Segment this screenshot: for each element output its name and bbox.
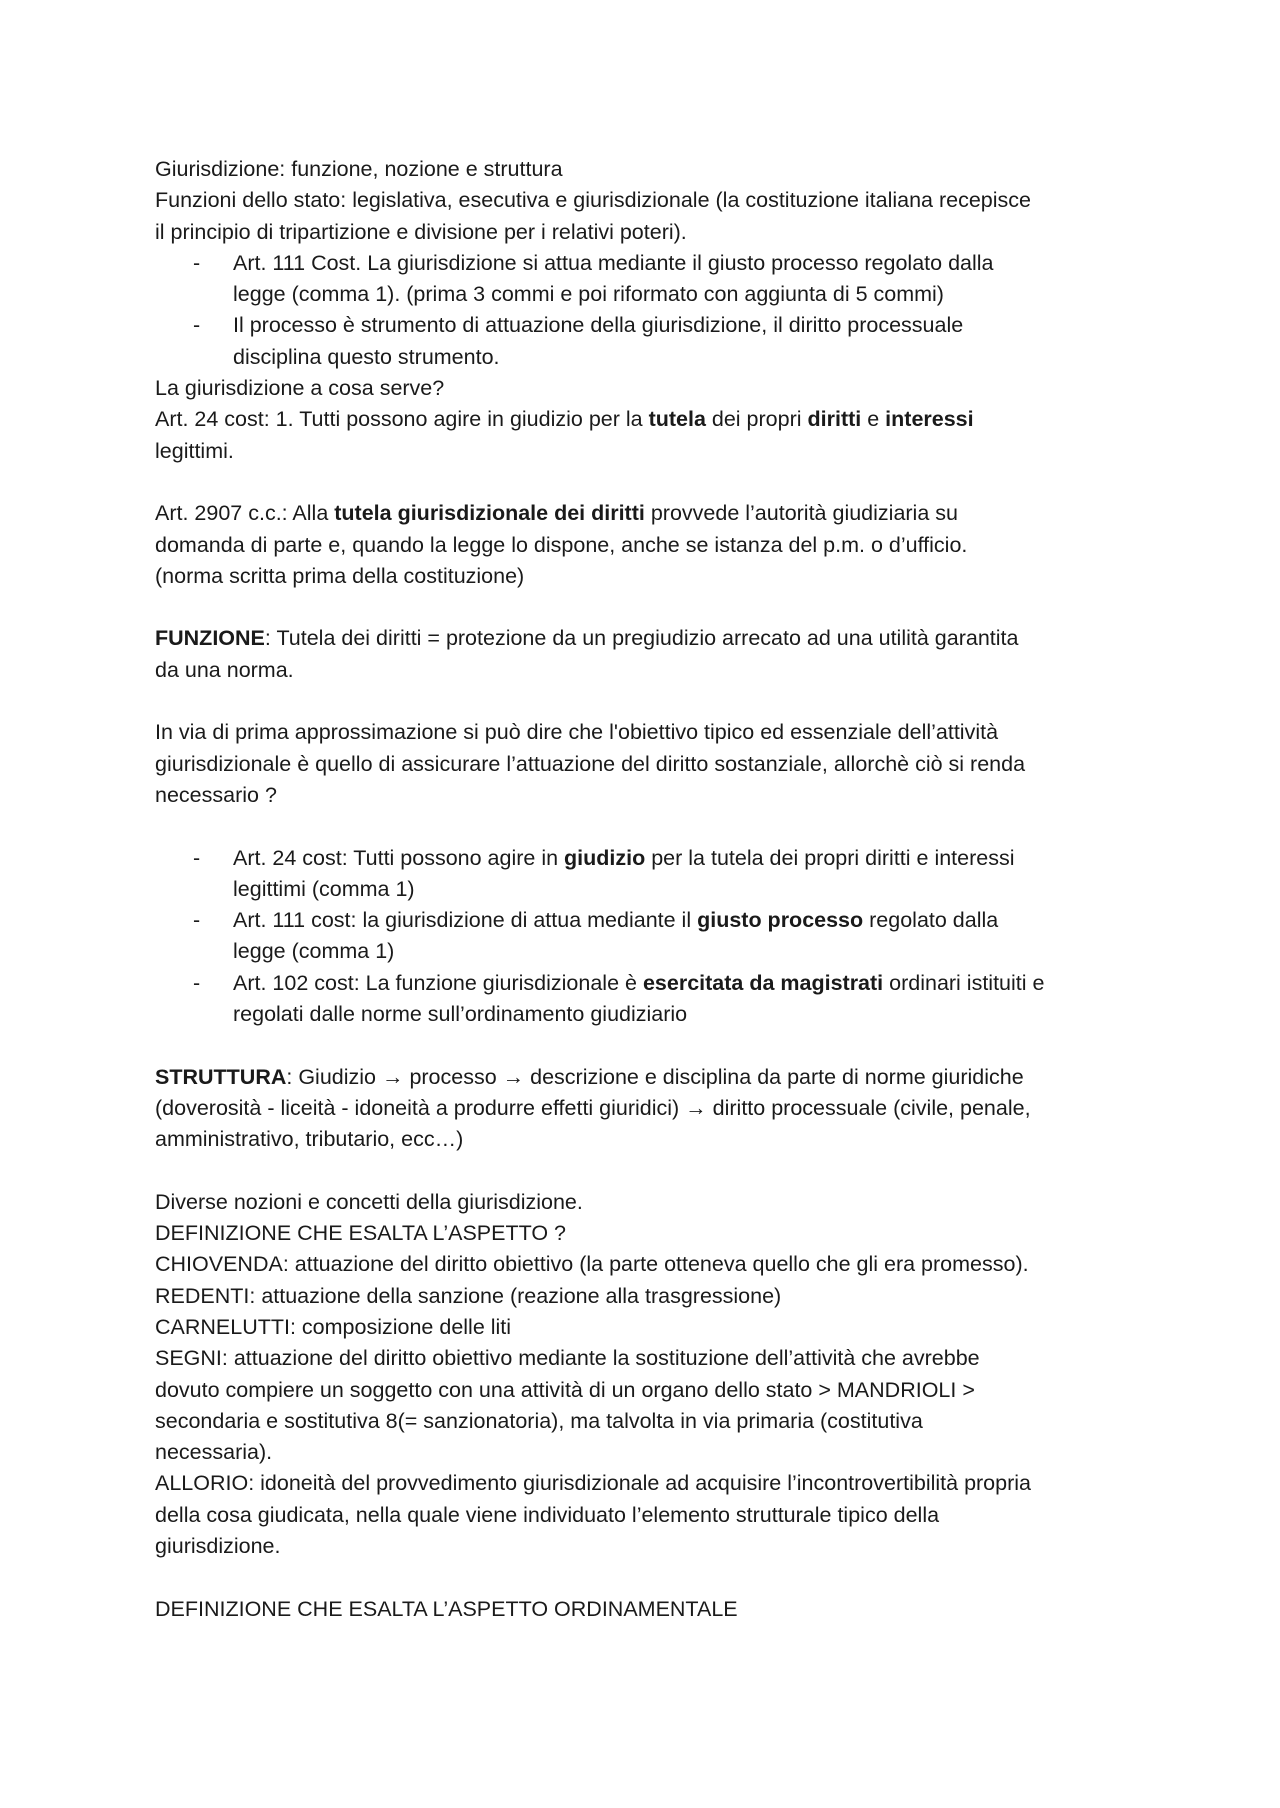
text-line <box>155 561 1135 592</box>
text-line <box>155 154 1135 185</box>
text-run: (doverosità - liceità - idoneità a produrre effetti giuridici) → diritto processuale (civile, penale, <box>155 1095 1031 1120</box>
paragraph <box>155 1281 1135 1312</box>
paragraph <box>155 498 1135 592</box>
text-run: La giurisdizione a cosa serve? <box>155 376 445 401</box>
paragraph <box>155 185 1135 248</box>
bold-text: diritti <box>807 407 862 432</box>
paragraph <box>155 1594 1135 1625</box>
paragraph <box>155 1343 1135 1468</box>
text-line <box>155 1124 1135 1155</box>
bullet-item <box>155 310 1135 373</box>
bold-text: tutela <box>648 407 706 432</box>
text-line <box>155 1218 1135 1249</box>
text-run: provvede l’autorità giudiziaria su <box>644 501 958 526</box>
text-run: Il processo è strumento di attuazione della giurisdizione, il diritto processuale <box>233 313 964 338</box>
text-run: Art. 102 cost: La funzione giurisdizionale è <box>233 970 643 995</box>
text-run: legittimi. <box>155 438 234 463</box>
text-line <box>155 404 1135 435</box>
text-line <box>155 373 1135 404</box>
paragraph <box>155 1062 1135 1156</box>
text-line <box>155 623 1135 654</box>
text-run: Art. 24 cost: Tutti possono agire in <box>233 845 565 870</box>
text-line <box>155 217 1135 248</box>
text-run: In via di prima approssimazione si può dire che l'obiettivo tipico ed essenziale dell’attività <box>155 720 999 745</box>
text-line <box>155 185 1135 216</box>
bullet-item <box>155 248 1135 311</box>
text-run: Art. 111 cost: la giurisdizione di attua mediante il <box>233 908 698 933</box>
text-run: necessaria). <box>155 1440 273 1465</box>
text-line <box>155 1437 1135 1468</box>
text-line <box>155 1500 1135 1531</box>
blank-line <box>155 1030 1135 1061</box>
blank-line <box>155 686 1135 717</box>
dash-bullet-icon: - <box>193 970 201 995</box>
text-line <box>233 905 1135 936</box>
text-line <box>155 1468 1135 1499</box>
text-run: il principio di tripartizione e divisione per i relativi poteri). <box>155 219 687 244</box>
dash-bullet-icon: - <box>193 908 201 933</box>
text-run: ordinari istituiti e <box>883 970 1045 995</box>
text-line <box>155 1249 1135 1280</box>
text-run: domanda di parte e, quando la legge lo dispone, anche se istanza del p.m. o d’ufficio. <box>155 532 968 557</box>
text-line <box>233 342 1135 373</box>
bold-text: giusto processo <box>697 908 864 933</box>
text-line <box>155 530 1135 561</box>
text-line <box>155 1375 1135 1406</box>
text-line <box>155 498 1135 529</box>
text-run: Funzioni dello stato: legislativa, esecutiva e giurisdizionale (la costituzione italiana recepisce <box>155 188 1031 213</box>
text-line <box>155 1343 1135 1374</box>
text-run: dovuto compiere un soggetto con una attività di un organo dello stato > MANDRIOLI > <box>155 1377 975 1402</box>
bullet-item <box>155 968 1135 1031</box>
text-run: legge (comma 1). (prima 3 commi e poi riformato con aggiunta di 5 commi) <box>233 282 944 307</box>
text-run: DEFINIZIONE CHE ESALTA L’ASPETTO ORDINAMENTALE <box>155 1596 738 1621</box>
bullet-item <box>155 905 1135 968</box>
text-line <box>233 843 1135 874</box>
paragraph <box>155 404 1135 467</box>
text-run: amministrativo, tributario, ecc…) <box>155 1127 464 1152</box>
text-line <box>155 717 1135 748</box>
text-line <box>155 1093 1135 1124</box>
text-run: SEGNI: attuazione del diritto obiettivo mediante la sostituzione dell’attività che avrebbe <box>155 1346 980 1371</box>
paragraph <box>155 623 1135 686</box>
text-run: : Giudizio → processo → descrizione e disciplina da parte di norme giuridiche <box>286 1064 1024 1089</box>
paragraph <box>155 1249 1135 1280</box>
paragraph <box>155 717 1135 811</box>
blank-line <box>155 811 1135 842</box>
text-run: CHIOVENDA: attuazione del diritto obiettivo (la parte otteneva quello che gli era promesso). <box>155 1252 1029 1277</box>
bold-text: tutela giurisdizionale dei diritti <box>334 501 645 526</box>
text-line <box>155 1406 1135 1437</box>
bullet-item <box>155 843 1135 906</box>
text-run: Art. 2907 c.c.: Alla <box>155 501 335 526</box>
text-run: secondaria e sostitutiva 8(= sanzionatoria), ma talvolta in via primaria (costitutiva <box>155 1408 923 1433</box>
text-run: disciplina questo strumento. <box>233 344 500 369</box>
text-line <box>155 1187 1135 1218</box>
blank-line <box>155 1562 1135 1593</box>
text-line <box>155 1594 1135 1625</box>
paragraph <box>155 1468 1135 1562</box>
text-line <box>233 248 1135 279</box>
text-line <box>233 999 1135 1030</box>
text-run: ALLORIO: idoneità del provvedimento giurisdizionale ad acquisire l’incontrovertibilità propria <box>155 1471 1031 1496</box>
text-run: da una norma. <box>155 657 294 682</box>
bold-text: esercitata da magistrati <box>642 970 884 995</box>
text-run: : Tutela dei diritti = protezione da un pregiudizio arrecato ad una utilità garantita <box>264 626 1019 651</box>
text-run: REDENTI: attuazione della sanzione (reazione alla trasgressione) <box>155 1283 782 1308</box>
text-run: CARNELUTTI: composizione delle liti <box>155 1314 512 1339</box>
text-line <box>233 936 1135 967</box>
text-run: giurisdizionale è quello di assicurare l’attuazione del diritto sostanziale, allorchè ciò si renda <box>155 751 1026 776</box>
document-page <box>155 154 1135 1625</box>
text-run: necessario ? <box>155 782 277 807</box>
text-line <box>155 780 1135 811</box>
text-run: regolato dalla <box>863 908 999 933</box>
text-run: dei propri <box>705 407 808 432</box>
text-line <box>155 1531 1135 1562</box>
dash-bullet-icon: - <box>193 845 201 870</box>
text-run: Giurisdizione: funzione, nozione e struttura <box>155 157 563 181</box>
bold-text: STRUTTURA <box>155 1064 287 1089</box>
paragraph <box>155 1312 1135 1343</box>
bold-text: FUNZIONE <box>155 626 265 651</box>
text-run: e <box>861 407 886 432</box>
text-line <box>155 655 1135 686</box>
text-run: legge (comma 1) <box>233 939 395 964</box>
text-run: Art. 111 Cost. La giurisdizione si attua mediante il giusto processo regolato dalla <box>233 250 994 275</box>
text-run: legittimi (comma 1) <box>233 876 415 901</box>
text-line <box>233 279 1135 310</box>
text-line <box>155 436 1135 467</box>
text-line <box>233 968 1135 999</box>
text-run: DEFINIZIONE CHE ESALTA L’ASPETTO ? <box>155 1221 566 1246</box>
bold-text: interessi <box>885 407 974 432</box>
blank-line <box>155 1156 1135 1187</box>
text-line <box>233 874 1135 905</box>
text-run: Diverse nozioni e concetti della giurisdizione. <box>155 1189 583 1214</box>
bold-text: giudizio <box>564 845 646 870</box>
text-run: (norma scritta prima della costituzione) <box>155 563 525 588</box>
text-line <box>155 749 1135 780</box>
paragraph <box>155 373 1135 404</box>
text-line <box>155 1062 1135 1093</box>
dash-bullet-icon: - <box>193 313 201 338</box>
paragraph <box>155 1218 1135 1249</box>
text-line <box>155 1312 1135 1343</box>
blank-line <box>155 467 1135 498</box>
paragraph <box>155 1187 1135 1218</box>
text-run: della cosa giudicata, nella quale viene individuato l’elemento strutturale tipico della <box>155 1502 940 1527</box>
text-run: giurisdizione. <box>155 1534 281 1559</box>
blank-line <box>155 592 1135 623</box>
text-line <box>233 310 1135 341</box>
paragraph <box>155 154 1135 185</box>
text-run: per la tutela dei propri diritti e interessi <box>645 845 1015 870</box>
text-run: regolati dalle norme sull’ordinamento giudiziario <box>233 1002 688 1027</box>
text-line <box>155 1281 1135 1312</box>
text-run: Art. 24 cost: 1. Tutti possono agire in giudizio per la <box>155 407 649 432</box>
dash-bullet-icon: - <box>193 250 201 275</box>
